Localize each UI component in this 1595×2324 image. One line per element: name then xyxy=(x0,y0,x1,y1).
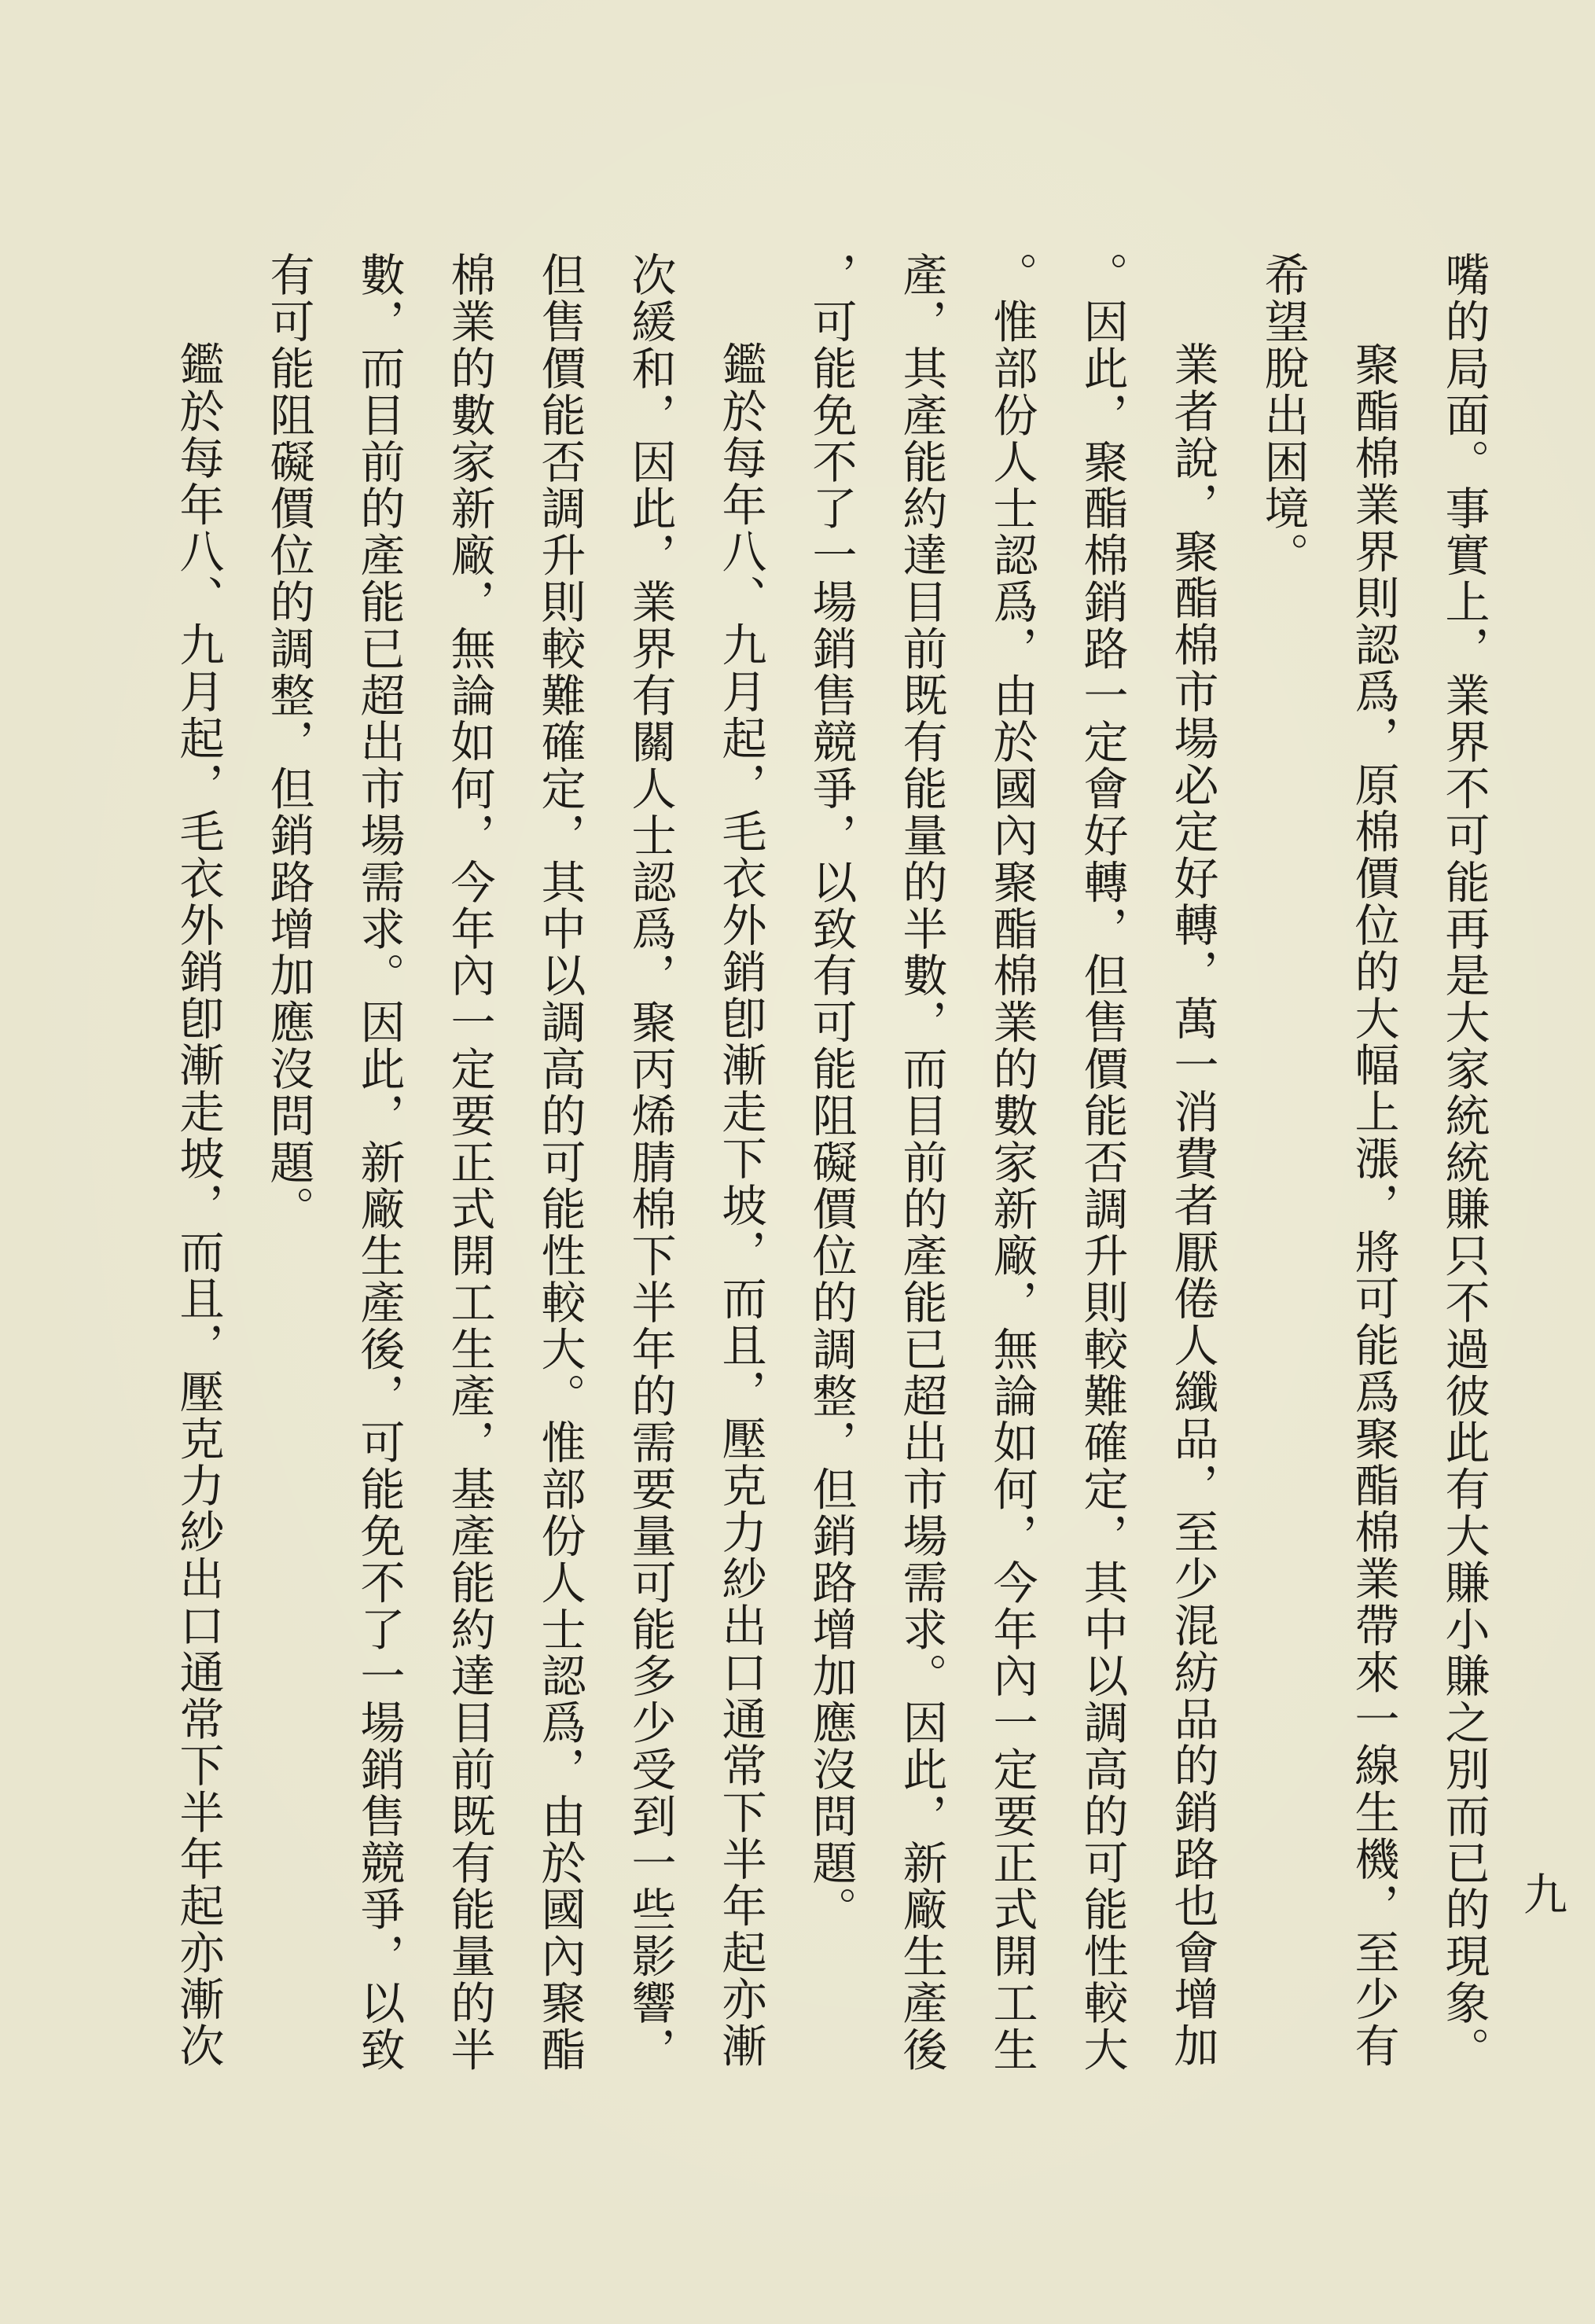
text-line: 業者說，聚酯棉市場必定好轉，萬一消費者厭倦人纖品，至少混紡品的銷路也會增加 xyxy=(1167,341,1218,2069)
text-line: 數，而目前的產能已超出市場需求。因此，新廠生產後，可能免不了一場銷售競爭，以致 xyxy=(353,252,405,2073)
text-line: 。因此，聚酯棉銷路一定會好轉，但售價能否調升則較難確定，其中以調高的可能性較大 xyxy=(1076,252,1128,2073)
text-line: ，可能免不了一場銷售競爭，以致有可能阻礙價位的調整，但銷路增加應沒問題。 xyxy=(805,252,857,1933)
text-line: 但售價能否調升則較難確定，其中以調高的可能性較大。惟部份人士認爲，由於國內聚酯 xyxy=(534,252,586,2073)
text-line: 棉業的數家新廠，無論如何，今年內一定要正式開工生產，基產能約達目前既有能量的半 xyxy=(443,252,495,2073)
text-line: 產，其產能約達目前既有能量的半數，而目前的產能已超出市場需求。因此，新廠生產後 xyxy=(895,252,947,2073)
text-line: 聚酯棉業界則認爲，原棉價位的大幅上漲，將可能爲聚酯棉業帶來一線生機，至少有 xyxy=(1347,341,1399,2069)
page-number: 九 xyxy=(1516,1871,1567,1915)
text-line: 鑑於每年八、九月起，毛衣外銷卽漸走下坡，而且，壓克力紗出口通常下半年起亦漸 xyxy=(715,341,766,2069)
text-line: 嘴的局面。事實上，業界不可能再是大家統統賺只不過彼此有大賺小賺之別而已的現象。 xyxy=(1438,252,1490,2073)
text-line: 希望脫出困境。 xyxy=(1257,252,1309,579)
text-line: 。惟部份人士認爲，由於國內聚酯棉業的數家新廠，無論如何，今年內一定要正式開工生 xyxy=(986,252,1038,2073)
text-line: 鑑於每年八、九月起，毛衣外銷卽漸走坡，而且，壓克力紗出口通常下半年起亦漸次 xyxy=(172,341,224,2069)
body-text xyxy=(153,252,1509,2217)
text-line: 次緩和，因此，業界有關人士認爲，聚丙烯腈棉下半年的需要量可能多少受到一些影響， xyxy=(624,252,676,2073)
text-line: 有可能阻礙價位的調整，但銷路增加應沒問題。 xyxy=(263,252,314,1233)
